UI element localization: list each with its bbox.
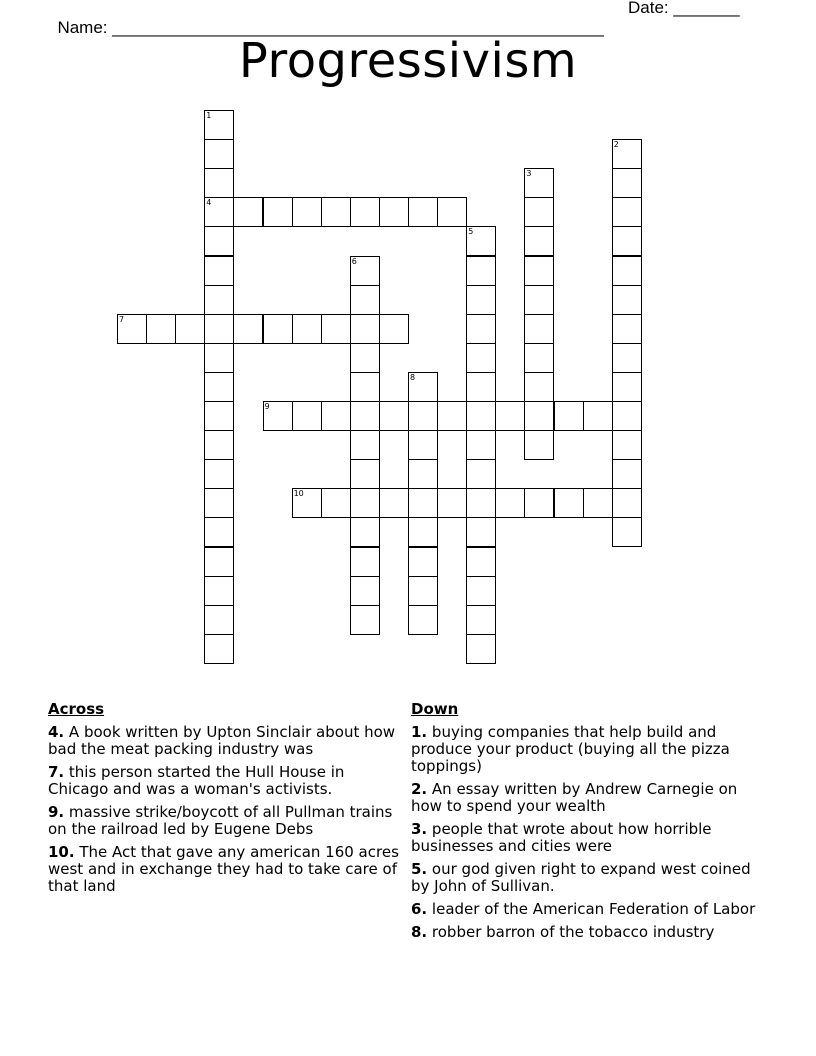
crossword-cell[interactable]	[466, 401, 496, 431]
crossword-cell[interactable]	[408, 459, 438, 489]
crossword-cell[interactable]	[350, 517, 380, 547]
clue-number-label: 3	[526, 169, 532, 179]
name-field[interactable]: Name: ____________________________________________________	[57, 18, 604, 37]
crossword-cell[interactable]	[612, 459, 642, 489]
crossword-cell[interactable]	[350, 401, 380, 431]
crossword-cell[interactable]	[466, 488, 496, 518]
crossword-cell[interactable]	[408, 197, 438, 227]
crossword-cell[interactable]	[204, 139, 234, 169]
crossword-cell[interactable]	[204, 459, 234, 489]
crossword-cell[interactable]	[263, 314, 293, 344]
crossword-cell[interactable]	[495, 401, 525, 431]
crossword-cell[interactable]	[466, 576, 496, 606]
crossword-cell[interactable]	[466, 314, 496, 344]
clue-across-9: 9. massive strike/boycott of all Pullman trains on the railroad led by Eugene Debs	[48, 803, 393, 838]
clue-across-10: 10. The Act that gave any american 160 acres west and in exchange they had to take care of that land	[48, 843, 399, 895]
crossword-cell[interactable]	[612, 256, 642, 286]
clue-number-label: 5	[468, 227, 474, 237]
crossword-cell[interactable]	[204, 168, 234, 198]
crossword-cell[interactable]	[524, 256, 554, 286]
down-clues	[411, 701, 761, 947]
crossword-cell[interactable]	[204, 372, 234, 402]
crossword-cell[interactable]	[233, 314, 263, 344]
crossword-cell[interactable]	[379, 401, 409, 431]
clue-number-label: 2	[613, 140, 619, 150]
date-field[interactable]: Date: _______	[628, 0, 740, 17]
crossword-cell[interactable]	[379, 488, 409, 518]
crossword-cell[interactable]	[408, 517, 438, 547]
crossword-cell[interactable]	[408, 488, 438, 518]
crossword-cell[interactable]	[350, 576, 380, 606]
crossword-cell[interactable]	[466, 547, 496, 577]
crossword-cell[interactable]	[204, 256, 234, 286]
crossword-cell[interactable]	[524, 226, 554, 256]
crossword-cell[interactable]	[350, 605, 380, 635]
clue-across-7: 7. this person started the Hull House in Chicago and was a woman's activists.	[48, 763, 345, 798]
clue-number-label: 8	[410, 372, 416, 382]
crossword-cell[interactable]	[379, 197, 409, 227]
crossword-cell[interactable]	[612, 517, 642, 547]
crossword-cell[interactable]	[204, 547, 234, 577]
across-clues	[48, 701, 403, 901]
crossword-cell[interactable]	[612, 401, 642, 431]
crossword-cell[interactable]	[583, 488, 613, 518]
crossword-cell[interactable]	[350, 285, 380, 315]
clue-number-label: 1	[206, 111, 212, 120]
crossword-cell[interactable]	[466, 605, 496, 635]
clue-down-2: 2. An essay written by Andrew Carnegie on how to spend your wealth	[411, 780, 738, 815]
crossword-cell[interactable]	[204, 314, 234, 344]
crossword-cell[interactable]	[524, 285, 554, 315]
crossword-cell[interactable]	[612, 226, 642, 256]
crossword-cell[interactable]	[350, 459, 380, 489]
crossword-cell[interactable]	[466, 634, 496, 664]
clue-number-label: 4	[206, 198, 212, 208]
crossword-cell[interactable]	[524, 197, 554, 227]
crossword-cell[interactable]	[524, 401, 554, 431]
crossword-cell[interactable]	[204, 285, 234, 315]
crossword-cell[interactable]	[612, 430, 642, 460]
crossword-cell[interactable]	[204, 488, 234, 518]
crossword-cell[interactable]	[292, 314, 322, 344]
crossword-cell[interactable]	[466, 372, 496, 402]
crossword-cell[interactable]	[524, 488, 554, 518]
down-heading: Down	[411, 700, 459, 718]
clue-number-label: 9	[264, 402, 270, 411]
clue-down-8: 8. robber barron of the tobacco industry	[411, 923, 715, 941]
crossword-cell[interactable]	[495, 488, 525, 518]
clue-down-1: 1. buying companies that help build and produce your product (buying all the pizza toppings)	[411, 723, 730, 775]
crossword-cell[interactable]	[524, 430, 554, 460]
crossword-cell[interactable]	[146, 314, 176, 344]
crossword-cell[interactable]	[612, 197, 642, 227]
crossword-cell[interactable]	[204, 401, 234, 431]
crossword-cell[interactable]	[466, 343, 496, 373]
crossword-cell[interactable]	[350, 547, 380, 577]
crossword-cell[interactable]	[408, 605, 438, 635]
crossword-cell[interactable]	[321, 197, 351, 227]
clue-down-6: 6. leader of the American Federation of Labor	[411, 900, 756, 918]
crossword-cell[interactable]	[408, 576, 438, 606]
crossword-cell[interactable]	[204, 634, 234, 664]
crossword-cell[interactable]	[612, 372, 642, 402]
crossword-cell[interactable]	[466, 430, 496, 460]
crossword-cell[interactable]	[408, 401, 438, 431]
clue-number-label: 7	[119, 314, 125, 324]
crossword-cell[interactable]	[350, 314, 380, 344]
crossword-cell[interactable]	[321, 488, 351, 518]
crossword-cell[interactable]	[204, 517, 234, 547]
crossword-cell[interactable]	[466, 256, 496, 286]
crossword-cell[interactable]	[292, 401, 322, 431]
crossword-cell[interactable]	[321, 314, 351, 344]
clue-down-5: 5. our god given right to expand west coined by John of Sullivan.	[411, 860, 751, 895]
crossword-cell[interactable]	[408, 430, 438, 460]
crossword-cell[interactable]	[437, 197, 467, 227]
crossword-cell[interactable]	[350, 430, 380, 460]
crossword-cell[interactable]	[350, 488, 380, 518]
clue-down-3: 3. people that wrote about how horrible businesses and cities were	[411, 820, 712, 855]
crossword-cell[interactable]	[350, 197, 380, 227]
crossword-cell[interactable]	[350, 343, 380, 373]
crossword-cell[interactable]	[379, 314, 409, 344]
crossword-cell[interactable]	[583, 401, 613, 431]
crossword-cell[interactable]	[204, 226, 234, 256]
crossword-cell[interactable]	[524, 314, 554, 344]
crossword-cell[interactable]	[612, 488, 642, 518]
across-heading: Across	[48, 700, 105, 718]
crossword-cell[interactable]	[466, 285, 496, 315]
crossword-cell[interactable]	[263, 197, 293, 227]
crossword-cell[interactable]	[204, 576, 234, 606]
crossword-cell[interactable]	[554, 488, 584, 518]
crossword-cell[interactable]	[524, 343, 554, 373]
clue-number-label: 6	[351, 256, 357, 266]
crossword-cell[interactable]	[437, 488, 467, 518]
crossword-cell[interactable]	[321, 401, 351, 431]
crossword-cell[interactable]	[233, 197, 263, 227]
crossword-cell[interactable]	[204, 430, 234, 460]
clue-number-label: 10	[293, 489, 304, 499]
crossword-cell[interactable]	[175, 314, 205, 344]
crossword-cell[interactable]	[437, 401, 467, 431]
page-title: Progressivism	[238, 33, 578, 89]
crossword-cell[interactable]	[350, 372, 380, 402]
crossword-cell[interactable]	[612, 168, 642, 198]
crossword-cell[interactable]	[524, 372, 554, 402]
crossword-cell[interactable]	[466, 459, 496, 489]
crossword-cell[interactable]	[292, 197, 322, 227]
crossword-cell[interactable]	[554, 401, 584, 431]
crossword-cell[interactable]	[204, 343, 234, 373]
clue-across-4: 4. A book written by Upton Sinclair about how bad the meat packing industry was	[48, 723, 396, 758]
crossword-cell[interactable]	[612, 314, 642, 344]
crossword-cell[interactable]	[612, 343, 642, 373]
crossword-cell[interactable]	[204, 605, 234, 635]
crossword-cell[interactable]	[408, 547, 438, 577]
crossword-cell[interactable]	[466, 517, 496, 547]
crossword-cell[interactable]	[612, 285, 642, 315]
